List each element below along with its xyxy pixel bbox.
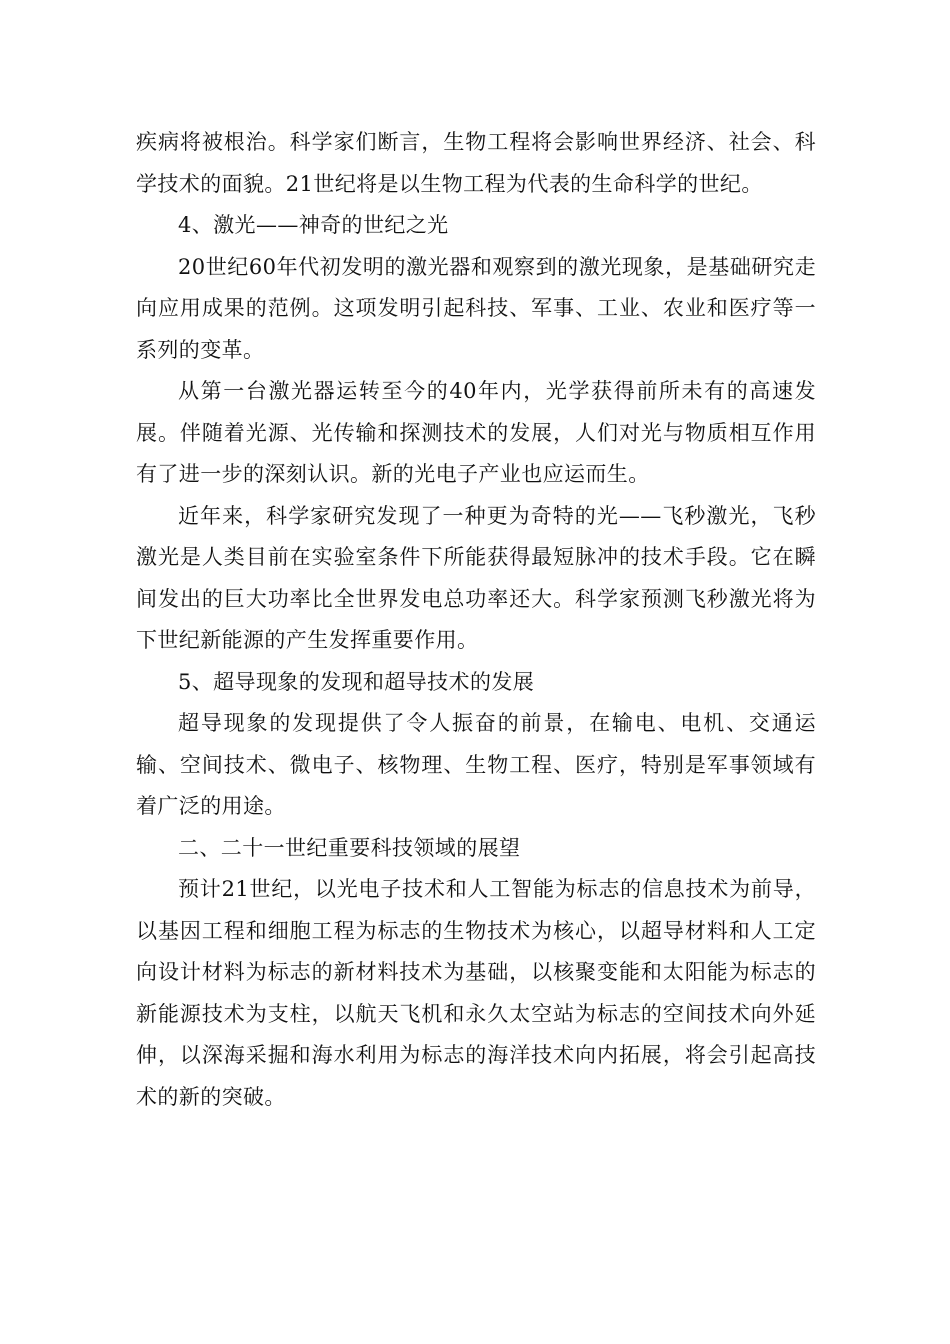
paragraph-superconductivity-uses: 超导现象的发现提供了令人振奋的前景，在输电、电机、交通运输、空间技术、微电子、核物理、生物工程、医疗，特别是军事领域有着广泛的用途。 bbox=[136, 711, 816, 818]
heading-21st-century-outlook: 二、二十一世纪重要科技领域的展望 bbox=[178, 835, 521, 860]
heading-superconductivity: 5、超导现象的发现和超导技术的发展 bbox=[178, 669, 535, 694]
heading-laser: 4、激光——神奇的世纪之光 bbox=[178, 213, 449, 237]
paragraph-biotech-conclusion: 疾病将被根治。科学家们断言，生物工程将会影响世界经济、社会、科学技术的面貌。21世纪将是以生物工程为代表的生命科学的世纪。 bbox=[136, 130, 816, 196]
paragraph-femtosecond-laser: 近年来，科学家研究发现了一种更为奇特的光——飞秒激光，飞秒激光是人类目前在实验室条件下所能获得最短脉冲的技术手段。它在瞬间发出的巨大功率比全世界发电总功率还大。科学家预测飞秒激光将为下世纪新能源的产生发挥重要作用。 bbox=[136, 503, 816, 652]
paragraph-optics-development: 从第一台激光器运转至今的40年内，光学获得前所未有的高速发展。伴随着光源、光传输和探测技术的发展，人们对光与物质相互作用有了进一步的深刻认识。新的光电子产业也应运而生。 bbox=[136, 379, 816, 486]
paragraph-laser-invention: 20世纪60年代初发明的激光器和观察到的激光现象，是基础研究走向应用成果的范例。这项发明引起科技、军事、工业、农业和医疗等一系列的变革。 bbox=[136, 254, 816, 362]
document-body bbox=[136, 122, 816, 1118]
paragraph-21st-century-technologies: 预计21世纪，以光电子技术和人工智能为标志的信息技术为前导，以基因工程和细胞工程为标志的生物技术为核心，以超导材料和人工定向设计材料为标志的新材料技术为基础，以核聚变能和太阳能为标志的新能源技术为支柱，以航天飞机和永久太空站为标志的空间技术向外延伸，以深海采掘和海水利用为标志的海洋技术向内拓展，将会引起高技术的新的突破。 bbox=[136, 877, 816, 1109]
